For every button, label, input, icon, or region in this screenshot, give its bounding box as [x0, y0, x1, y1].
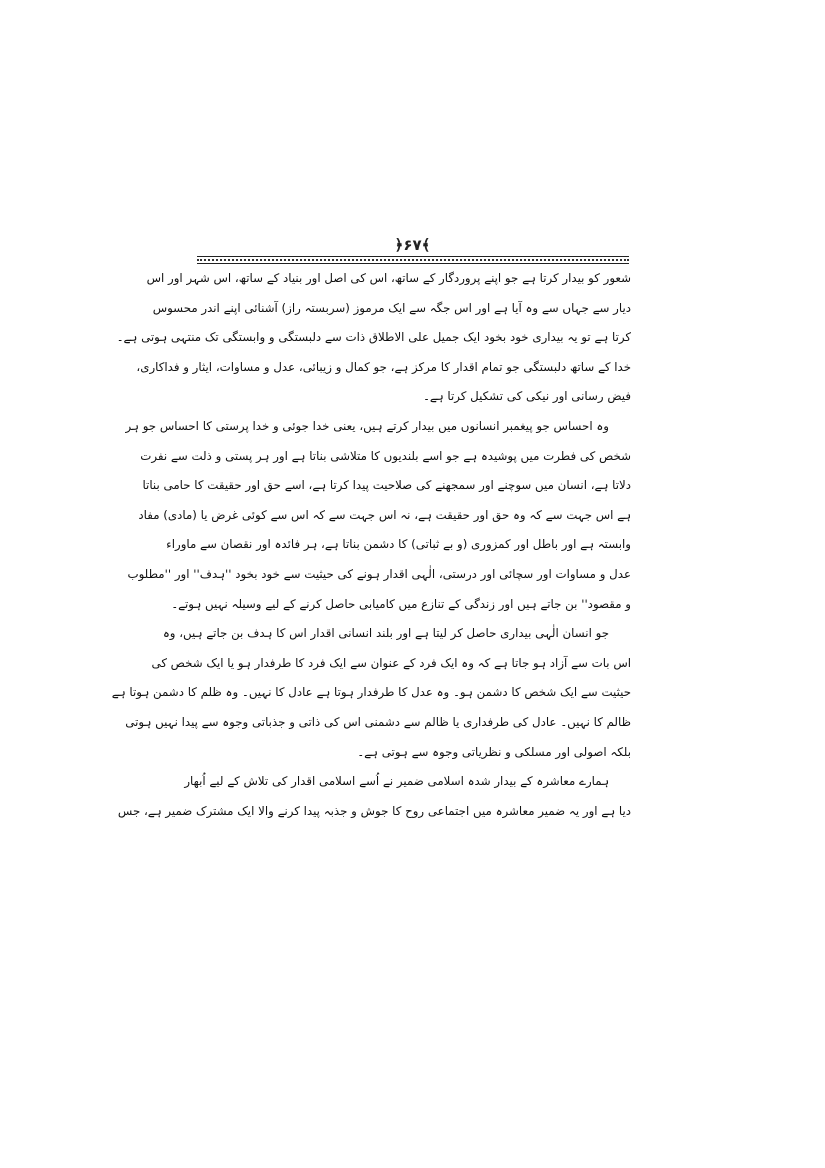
text-line: عدل و مساوات اور سچائی اور درستی، الٰہی اقدار ہونے کی حیثیت سے خود بخود ''ہدف'' اور ''مطلوب — [127, 566, 631, 581]
text-line: شعور کو بیدار کرتا ہے جو اپنے پروردگار کے ساتھ، اس کی اصل اور بنیاد کے ساتھ، اس شہر اور اس — [146, 271, 631, 285]
text-line: و مقصود'' بن جاتے ہیں اور زندگی کے تنازع میں کامیابی حاصل کرنے کے لیے وسیلہ نہیں ہوتے۔ — [171, 596, 631, 611]
header-rule-ornament — [197, 259, 629, 261]
paragraph-start-line: جو انسان الٰہی بیداری حاصل کر لیتا ہے اور بلند انسانی اقدار اس کا ہدف بن جاتے ہیں، وہ — [162, 626, 609, 641]
text-line: دلاتا ہے، انسان میں سوچنے اور سمجھنے کی صلاحیت پیدا کرتا ہے، اسے حق اور حقیقت کا حامی بناتا — [142, 478, 631, 493]
text-line: وابستہ ہے اور باطل اور کمزوری (و بے ثباتی) کا دشمن بناتا ہے، ہر فائدہ اور نقصان سے ماوراء — [166, 537, 631, 552]
text-line: شخص کی فطرت میں پوشیدہ ہے جو اسے بلندیوں کا متلاشی بناتا ہے اور ہر پستی و ذلت سے نفرت — [140, 448, 631, 463]
text-line: دیا ہے اور یہ ضمیر معاشرہ میں اجتماعی روح کا جوش و جذبہ پیدا کرنے والا ایک مشترک ضمیر ہے، جس — [117, 803, 631, 818]
header-rule-top — [197, 256, 629, 257]
text-line: خدا کے ساتھ دلبستگی جو تمام اقدار کا مرکز ہے، جو کمال و زیبائی، عدل و مساوات، ایثار و فداکاری، — [136, 359, 631, 374]
paragraph-start-line: ہمارے معاشرہ کے بیدار شدہ اسلامی ضمیر نے اُسے اسلامی اقدار کی تلاش کے لیے اُبھار — [184, 774, 609, 789]
text-line: ظالم کا نہیں۔ عادل کی طرفداری یا ظالم سے دشمنی اس کی ذاتی و جذباتی وجوہ سے پیدا نہیں ہوتی — [125, 714, 631, 729]
text-line: ہے اس جہت سے کہ وہ حق اور حقیقت ہے، نہ اس جہت سے کہ اس سے کوئی غرض یا (مادی) مفاد — [138, 507, 631, 522]
text-line: فیض رسانی اور نیکی کی تشکیل کرتا ہے۔ — [422, 389, 631, 404]
text-line: حیثیت سے ایک شخص کا دشمن ہو۔ وہ عدل کا طرفدار ہوتا ہے عادل کا نہیں۔ وہ ظلم کا دشمن ہوتا ہے — [111, 685, 631, 700]
text-line: بلکہ اصولی اور مسلکی و نظریاتی وجوہ سے ہوتی ہے۔ — [357, 744, 631, 759]
text-line: اس بات سے آزاد ہو جاتا ہے کہ وہ ایک فرد کے عنوان سے ایک فرد کا طرفدار ہو یا ایک شخص کی — [151, 655, 631, 670]
text-line: کرتا ہے تو یہ بیداری خود بخود ایک جمیل علی الاطلاق ذات سے دلبستگی و وابستگی تک منتہی ہوتی ہے۔ — [116, 330, 631, 345]
page-number: ﴿۶۷﴾ — [394, 236, 431, 254]
text-line: دیار سے جہاں سے وہ آیا ہے اور اس جگہ سے ایک مرموز (سربستہ راز) آشنائی اپنے اندر محسوس — [152, 300, 631, 315]
paragraph-start-line: وہ احساس جو پیغمبر انسانوں میں بیدار کرتے ہیں، یعنی خدا جوئی و خدا پرستی کا احساس جو ہر — [125, 418, 609, 433]
body-text — [111, 264, 631, 826]
